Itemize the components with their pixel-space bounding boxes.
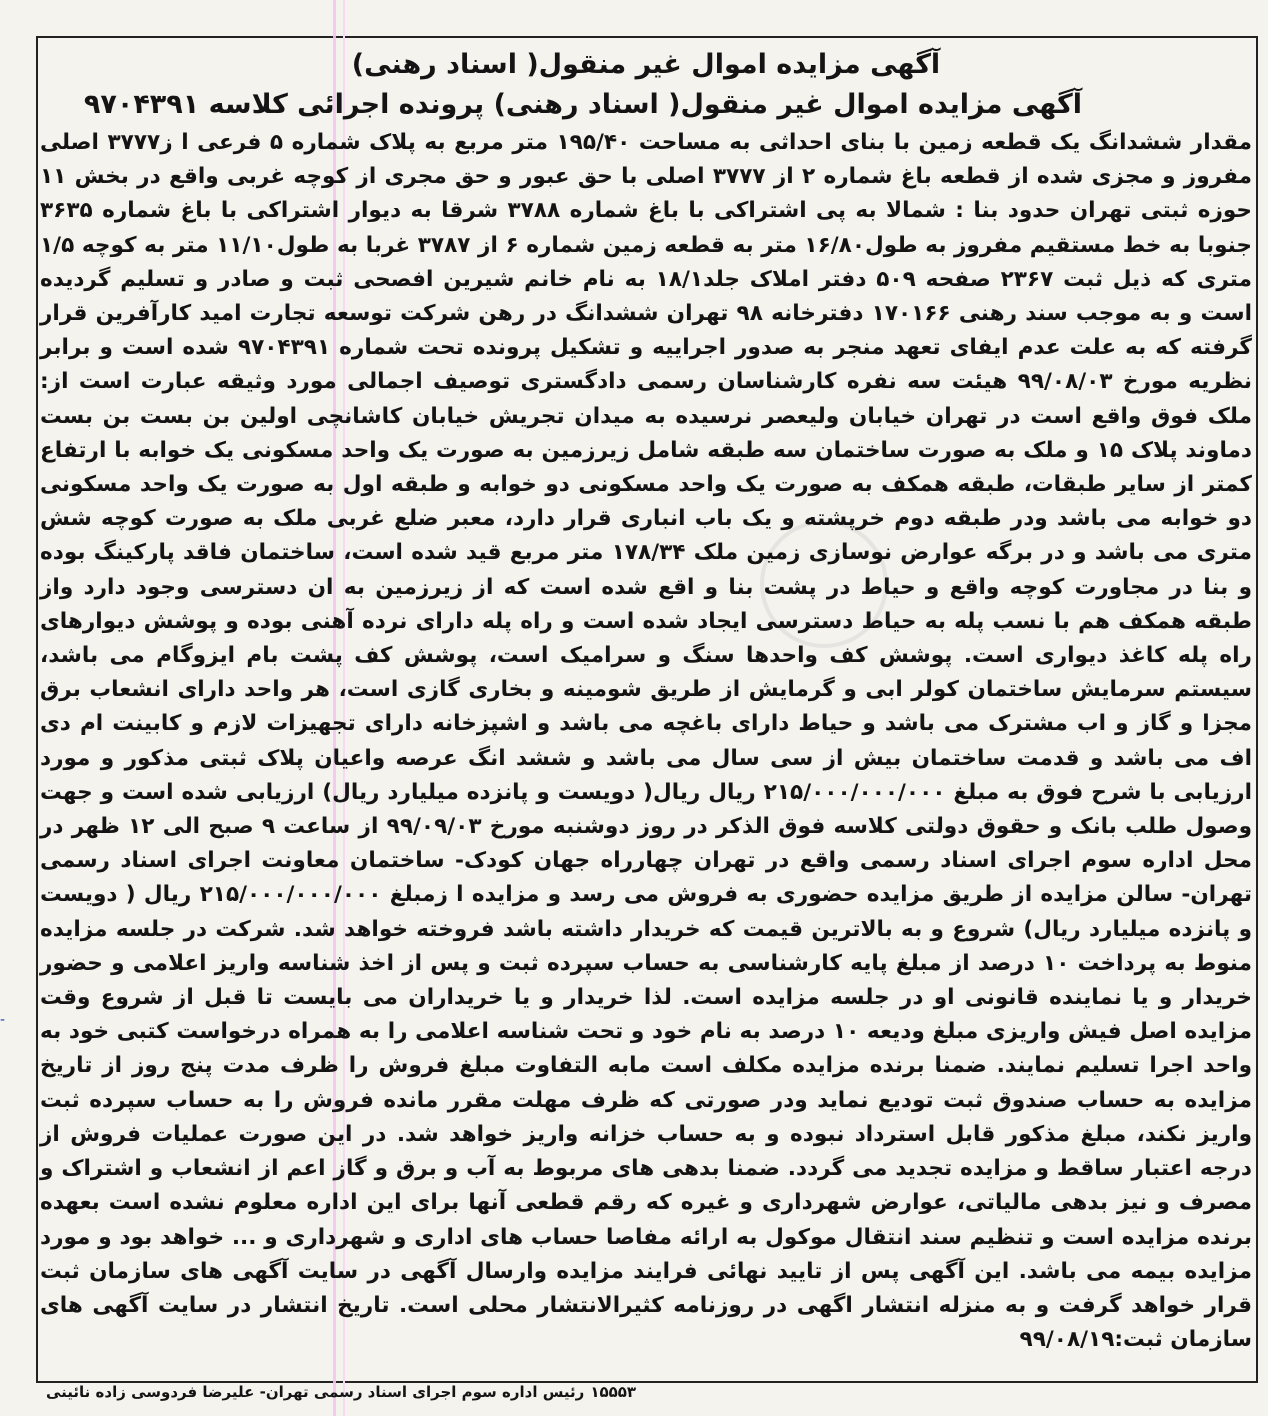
notice-footer	[40, 1383, 636, 1401]
notice-file-title: آگهی مزایده اموال غیر منقول( اسناد رهنی) پرونده اجرائی کلاسه ۹۷۰۴۳۹۱	[83, 89, 1082, 120]
notice-content	[40, 46, 1252, 1357]
footer-code: ۱۵۵۵۳	[590, 1383, 637, 1401]
frame-left-rule	[36, 36, 38, 1381]
footer-signature: رئیس اداره سوم اجرای اسناد رسمی تهران- علیرضا فردوسی زاده نائینی	[46, 1383, 585, 1401]
frame-right-rule	[1256, 36, 1258, 1381]
notice-title: آگهی مزایده اموال غیر منقول( اسناد رهنی)	[351, 49, 941, 80]
margin-pen-mark: ‐	[0, 1012, 6, 1028]
notice-body: مقدار ششدانگ یک قطعه زمین با بنای احداثی به مساحت ۱۹۵/۴۰ متر مربع به پلاک شماره ۵ فرعی ا ز۳۷۷۷ اصلی مفروز و مجزی شده از قطعه باغ شماره ۲ از ۳۷۷۷ اصلی با حق عبور و حق مجری از کوچه غربی واقع در بخش ۱۱ حوزه ثبتی تهران حدود بنا : شمالا به پی اشتراکی با باغ شماره ۳۷۸۸ شرقا به دیوار اشتراکی با باغ شماره ۳۶۳۵ جنوبا به خط مستقیم مفروز به طول۱۶/۸۰ متر به قطعه زمین شماره ۶ از ۳۷۸۷ غربا به طول۱۱/۱۰ متر به کوچه ۱/۵ متری که ذیل ثبت ۲۳۶۷ صفحه ۵۰۹ دفتر املاک جلد۱۸/۱ به نام خانم شیرین افصحی ثبت و صادر و تسلیم گردیده است و به موجب سند رهنی ۱۷۰۱۶۶ دفترخانه ۹۸ تهران ششدانگ در رهن شرکت توسعه تجارت امید کارآفرین قرار گرفته که به علت عدم ایفای تعهد منجر به صدور اجراییه و تشکیل پرونده تحت شماره ۹۷۰۴۳۹۱ شده است و برابر نظریه مورخ ۹۹/۰۸/۰۳ هیئت سه نفره کارشناسان رسمی دادگستری توصیف اجمالی مورد وثیقه عبارت است از: ملک فوق واقع است در تهران خیابان ولیعصر نرسیده به میدان تجریش خیابان کاشانچی اولین بن بست بن بست دماوند پلاک ۱۵ و ملک به صورت ساختمان سه طبقه شامل زیرزمین به صورت یک واحد مسکونی یک خوابه با ارتفاع کمتر از سایر طبقات، طبقه همکف به صورت یک واحد مسکونی دو خوابه و طبقه اول به صورت یک واحد مسکونی دو خوابه می باشد ودر طبقه دوم خرپشته و یک باب انباری قرار دارد، معبر ضلع غربی ملک به صورت کوچه شش متری می باشد و در برگه عوارض نوسازی زمین ملک ۱۷۸/۳۴ متر مربع قید شده است، ساختمان فاقد پارکینگ بوده و بنا در مجاورت کوچه واقع و حیاط در پشت بنا و اقع شده است که از زیرزمین به ان دسترسی وجود دارد واز طبقه همکف هم با نسب پله به حیاط دسترسی ایجاد شده است و راه پله دارای نرده آهنی بوده و پوشش دیوارهای راه پله کاغذ دیواری است. پوشش کف واحدها سنگ و سرامیک است، پوشش کف پشت بام ایزوگام می باشد، سیستم سرمایش ساختمان کولر ابی و گرمایش از طریق شومینه و بخاری گازی است، هر واحد دارای انشعاب برق مجزا و گاز و اب مشترک می باشد و حیاط دارای باغچه می باشد و اشپزخانه دارای تجهیزات لازم و کابینت ام دی اف می باشد و قدمت ساختمان بیش از سی سال می باشد و ششد انگ عرصه واعیان پلاک ثبتی مذکور و مورد ارزیابی با شرح فوق به مبلغ ۲۱۵/۰۰۰/۰۰۰/۰۰۰ ریال ریال( دویست و پانزده میلیارد ریال) ارزیابی شده است و جهت وصول طلب بانک و حقوق دولتی کلاسه فوق الذکر در روز دوشنبه مورخ ۹۹/۰۹/۰۳ از ساعت ۹ صبح الی ۱۲ ظهر در محل اداره سوم اجرای اسناد رسمی واقع در تهران چهارراه جهان کودک- ساختمان معاونت اجرای اسناد رسمی تهران- سالن مزایده از طریق مزایده حضوری به فروش می رسد و مزایده ا زمبلغ ۲۱۵/۰۰۰/۰۰۰/۰۰۰ ریال ( دویست و پانزده میلیارد ریال) شروع و به بالاترین قیمت که خریدار داشته باشد فروخته خواهد شد. شرکت در جلسه مزایده منوط به پرداخت ۱۰ درصد از مبلغ پایه کارشناسی به حساب سپرده ثبت و پس از اخذ شناسه واریز اعلامی و حضور خریدار و یا نماینده قانونی او در جلسه مزایده است. لذا خریدار و یا خریداران می بایست تا قبل از شروع وقت مزایده اصل فیش واریزی مبلغ ودیعه ۱۰ درصد به نام خود و تحت شناسه اعلامی را به همراه درخواست کتبی خود به واحد اجرا تسلیم نمایند. ضمنا برنده مزایده مکلف است مابه التفاوت مبلغ فروش را ظرف مدت پنج روز از تاریخ مزایده به حساب صندوق ثبت تودیع نماید ودر صورتی که ظرف مهلت مقرر مانده فروش را به حساب سپرده ثبت واریز نکند، مبلغ مذکور قابل استرداد نبوده و به حساب خزانه واریز خواهد شد. در این صورت عملیات فروش از درجه اعتبار ساقط و مزایده تجدید می گردد. ضمنا بدهی های مربوط به آب و برق و گاز اعم از انشعاب و اشتراک و مصرف و نیز بدهی مالیاتی، عوارض شهرداری و غیره که رقم قطعی آنها برای این اداره معلوم نشده است بعهده برنده مزایده است و تنظیم سند انتقال موکول به ارائه مفاصا حساب های اداری و شهرداری و ... خواهد بود و مورد مزایده بیمه می باشد. این آگهی پس از تایید نهائی فرایند مزایده وارسال آگهی در سایت آگهی های سازمان ثبت قرار خواهد گرفت و به منزله انتشار اگهی در روزنامه کثیرالانتشار محلی است. تاریخ انتشار در سایت آگهی های سازمان ثبت:۹۹/۰۸/۱۹	[40, 130, 1253, 1353]
frame-top-rule	[36, 36, 1258, 38]
